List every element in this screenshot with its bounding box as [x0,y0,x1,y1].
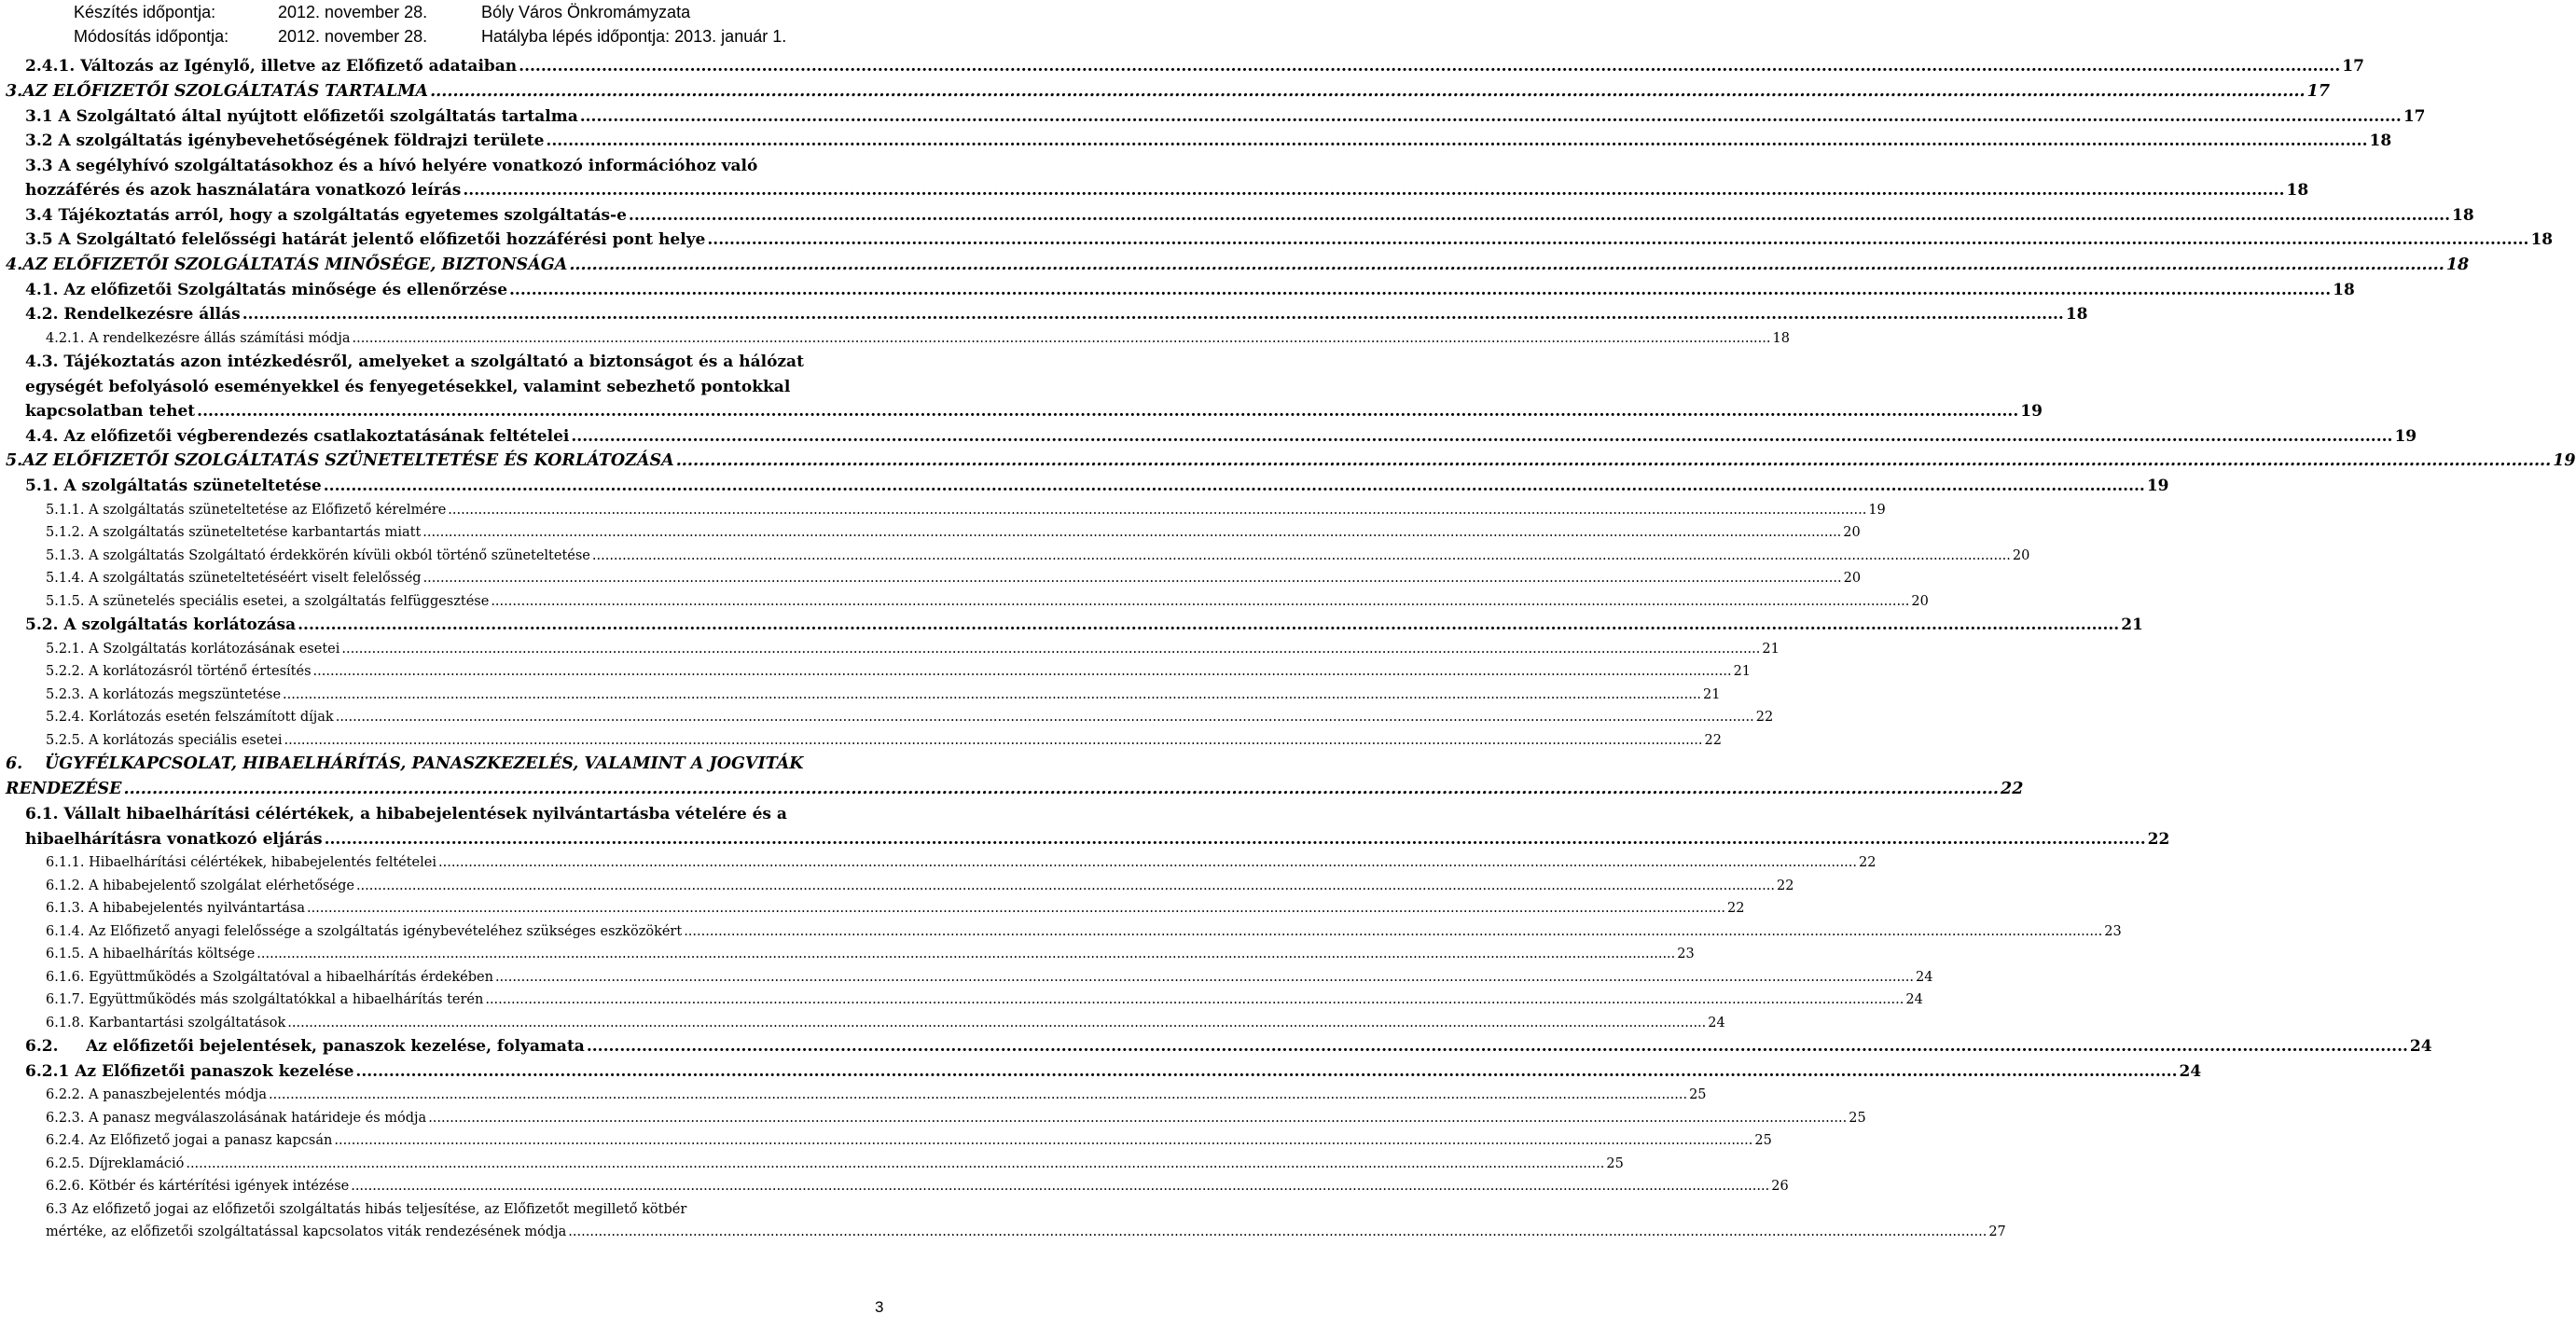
toc-entry-line [6,752,901,777]
toc-entry-row [46,1175,1789,1198]
toc-entry[interactable] [0,1129,1772,1153]
toc-entry-row [46,545,2030,568]
toc-entry[interactable] [0,302,2088,327]
toc-entry-title: ÜGYFÉLKAPCSOLAT, HIBAELHÁRÍTÁS, PANASZKEZELÉS, VALAMINT A JOGVITÁK [45,754,804,773]
toc-page-number: 24 [1708,1015,1725,1031]
toc-entry-title: AZ ELŐFIZETŐI SZOLGÁLTATÁS TARTALMA [22,81,429,101]
toc-entry-title: AZ ELŐFIZETŐI SZOLGÁLTATÁS SZÜNETELTETÉSE ÉS KORLÁTOZÁSA [22,451,674,470]
toc-dot-leader [676,449,2552,474]
toc-entry-number: 5. [6,451,23,470]
toc-dot-leader [284,729,1703,753]
toc-entry-title: 6.2.5. Díjreklamáció [46,1155,185,1171]
toc-entry-title: 3.2 A szolgáltatás igénybevehetőségének földrajzi területe [25,131,545,150]
toc-page-number: 22 [1704,732,1722,748]
toc-entry-title: 6.1.3. A hibabejelentés nyilvántartása [46,901,305,916]
toc-page-number: 25 [1689,1087,1707,1102]
toc-entry-line: 6.1. Vállalt hibaelhárítási célértékek, a hibabejelentések nyilvántartásba vételére és a [25,805,787,823]
toc-page-number: 25 [1849,1110,1866,1126]
toc-entry-row [6,449,2576,474]
toc-entry[interactable] [0,943,1695,966]
toc-entry[interactable] [0,613,2143,638]
toc-entry-row [25,613,2143,638]
table-of-contents [0,54,2576,1244]
toc-entry-title: 6.2.4. Az Előfizető jogai a panasz kapcsán [46,1133,333,1148]
toc-entry[interactable] [0,449,2576,474]
toc-dot-leader [569,253,2444,278]
toc-page-number: 20 [1843,525,1861,540]
toc-dot-leader [313,660,1732,684]
toc-entry[interactable] [0,1084,1707,1107]
toc-page-number: 20 [1843,571,1862,586]
toc-entry-title: hozzáférés és azok használatára vonatkozó leírás [25,181,462,200]
toc-page-number: 19 [1868,502,1886,518]
toc-dot-leader [448,499,1866,522]
toc-entry-title: 6.1.6. Együttműködés a Szolgáltatóval a hibaelhárítás érdekében [46,969,493,985]
toc-dot-leader [592,545,2011,568]
toc-entry-title: 5.2. A szolgáltatás korlátozása [25,616,297,634]
toc-entry-title: 5.1.1. A szolgáltatás szüneteltetése az Előfizető kérelmére [46,502,447,518]
toc-entry-title: mértéke, az előfizetői szolgáltatással kapcsolatos viták rendezésének módja [46,1224,567,1239]
toc-dot-leader [298,613,2119,638]
toc-dot-leader [242,302,2064,327]
toc-entry[interactable] [0,684,1721,707]
header-line-1 [0,0,895,24]
toc-entry-row [6,777,2024,802]
modified-date: 2012. november 28. [278,27,428,46]
toc-dot-leader [428,1107,1847,1130]
toc-entry[interactable] [0,474,2169,499]
toc-dot-leader [438,851,1857,875]
toc-entry-row [46,1084,1707,1107]
toc-dot-leader [707,228,2528,253]
toc-entry[interactable] [0,424,2417,450]
toc-entry[interactable] [0,154,2309,203]
toc-page-number: 18 [1772,330,1790,346]
toc-dot-leader [463,178,2284,203]
toc-entry-row [25,203,2474,228]
toc-page-number: 25 [1606,1155,1624,1171]
toc-entry-row [25,302,2088,327]
toc-entry[interactable] [0,104,2426,130]
toc-entry-title: hibaelhárításra vonatkozó eljárás [25,829,323,849]
toc-entry-row [25,424,2417,450]
toc-entry-row [6,79,2330,104]
toc-entry[interactable] [0,1012,1725,1035]
toc-entry-line: egységét befolyásoló eseményekkel és fenyegetésekkel, valamint sebezhető pontokkal [25,377,791,396]
toc-entry-title: 4.2.1. A rendelkezésre állás számítási módja [46,330,351,346]
toc-entry[interactable] [0,545,2030,568]
toc-entry-row [46,920,2122,944]
toc-page-number: 21 [1703,686,1721,702]
toc-entry-row [46,1012,1725,1035]
toc-dot-leader [336,706,1754,729]
toc-entry-row [25,228,2554,253]
toc-dot-leader [197,399,2018,424]
toc-dot-leader [423,567,1842,590]
toc-entry[interactable] [0,521,1861,545]
toc-entry-title: 5.1.4. A szolgáltatás szüneteltetéséért viselt felelősség [46,571,422,586]
toc-entry-title: 4.1. Az előfizetői Szolgáltatás minősége és ellenőrzése [25,280,508,299]
toc-dot-leader [568,1221,1987,1244]
toc-entry[interactable] [0,1107,1866,1130]
toc-entry-title: 6.2.6. Kötbér és kártérítési igények intézése [46,1179,350,1194]
toc-dot-leader [356,875,1775,898]
toc-page-number: 24 [1915,969,1933,985]
toc-entry[interactable] [0,1059,2202,1085]
toc-entry-title: 3.1 A Szolgáltató által nyújtott előfizetői szolgáltatás tartalma [25,106,578,126]
toc-dot-leader [123,777,1999,802]
toc-entry-title: 3.4 Tájékoztatás arról, hogy a szolgáltatás egyetemes szolgáltatás-e [25,205,627,225]
toc-entry-title: 6.2.2. A panaszbejelentés módja [46,1087,268,1102]
toc-dot-leader [509,278,2331,303]
toc-entry-title: 3.5 A Szolgáltató felelősségi határát jelentő előfizetői hozzáférési pont helye [25,230,706,249]
toc-entry-row [46,567,1862,590]
toc-entry-row [46,897,1745,920]
toc-page-number: 23 [1677,947,1695,961]
toc-entry[interactable] [0,1034,2432,1059]
organization-name: Bóly Város Önkromámyzata [481,3,691,21]
toc-dot-leader [283,684,1701,707]
toc-entry-title: RENDEZÉSE [6,780,122,798]
toc-page-number: 18 [2286,181,2309,200]
modified-label: Módosítás időpontja: [74,27,229,46]
toc-page-number: 22 [1755,710,1774,725]
toc-entry[interactable] [0,706,1774,729]
toc-page-number: 18 [2445,255,2470,274]
toc-page-number: 21 [1733,664,1752,679]
toc-page-number: 21 [1762,641,1780,657]
toc-entry-title: 5.2.2. A korlátozásról történő értesítés [46,664,312,679]
toc-entry[interactable] [0,590,1929,614]
toc-page-number: 25 [1754,1133,1772,1148]
toc-entry-row [25,474,2169,499]
toc-page-number: 18 [2530,230,2554,249]
toc-entry-title: 6.1.8. Karbantartási szolgáltatások [46,1015,286,1031]
toc-page-number: 23 [2104,923,2122,939]
toc-entry-line: 6.3 Az előfizető jogai az előfizetői szolgáltatás hibás teljesítése, az Előfizetőt megillető kötbér [46,1201,687,1217]
toc-entry-title: 5.2.4. Korlátozás esetén felszámított díjak [46,710,334,725]
toc-entry-row [46,1129,1772,1153]
toc-entry[interactable] [0,79,2330,104]
toc-entry[interactable] [0,253,2470,278]
toc-dot-leader [587,1034,2408,1059]
toc-entry-row [46,966,1933,989]
toc-page-number: 17 [2342,57,2364,76]
toc-entry-title: AZ ELŐFIZETŐI SZOLGÁLTATÁS MINŐSÉGE, BIZTONSÁGA [22,255,568,274]
toc-entry[interactable] [0,989,1923,1012]
toc-entry-title: 6.2.1 Az Előfizetői panaszok kezelése [25,1061,354,1081]
toc-dot-leader [351,1175,1769,1198]
toc-entry-title: 6.2.3. A panasz megválaszolásának határideje és módja [46,1110,427,1126]
toc-entry-row [46,327,1790,351]
toc-entry-row [46,706,1774,729]
toc-entry[interactable] [0,129,2392,154]
toc-dot-leader [571,424,2392,450]
toc-entry-title: 5.1.2. A szolgáltatás szüneteltetése karbantartás miatt [46,525,422,540]
toc-entry-row [6,253,2470,278]
toc-entry-row [46,1221,2006,1244]
toc-dot-leader [325,827,2146,852]
toc-entry[interactable] [0,54,2364,79]
toc-entry-row [46,875,1794,898]
toc-entry[interactable] [0,350,2043,424]
toc-entry-title: 5.1. A szolgáltatás szüneteltetése [25,477,322,495]
toc-dot-leader [485,989,1904,1012]
toc-entry-title: 6.1.2. A hibabejelentő szolgálat elérhetősége [46,878,354,893]
toc-entry-title: 4.4. Az előfizetői végberendezés csatlakoztatásának feltételei [25,426,570,446]
toc-entry-row [46,660,1752,684]
toc-page-number: 21 [2121,616,2143,634]
created-date: 2012. november 28. [278,3,428,21]
toc-entry[interactable] [0,752,2024,802]
toc-entry-title: 6.1.4. Az Előfizető anyagi felelőssége a szolgáltatás igénybevételéhez szükséges eszközökért [46,923,683,939]
toc-entry-row [25,399,2043,424]
toc-page-number: 19 [2146,477,2169,495]
toc-entry[interactable] [0,638,1780,661]
toc-entry[interactable] [0,1198,2006,1244]
toc-dot-leader [430,79,2306,104]
toc-entry[interactable] [0,327,1790,351]
toc-dot-leader [546,129,2367,154]
toc-entry[interactable] [0,1175,1789,1198]
toc-dot-leader [341,638,1760,661]
toc-entry[interactable] [0,567,1862,590]
toc-dot-leader [324,474,2145,499]
toc-entry-row [46,1153,1624,1176]
toc-entry-line: 3.3 A segélyhívó szolgáltatásokhoz és a hívó helyére vonatkozó információhoz való [25,156,758,175]
toc-page-number: 22 [2001,780,2024,798]
toc-dot-leader [495,966,1914,989]
toc-entry[interactable] [0,499,1886,522]
toc-entry-title: 5.1.5. A szünetelés speciális esetei, a szolgáltatás felfüggesztése [46,593,490,609]
effective-date: Hatályba lépés időpontja: 2013. január 1. [481,27,787,46]
toc-entry-title: 5.2.5. A korlátozás speciális esetei [46,732,283,748]
toc-page-number: 17 [2306,81,2330,101]
toc-entry-title: kapcsolatban tehet [25,402,196,421]
toc-entry-title: 6.1.7. Együttműködés más szolgáltatókkal a hibaelhárítás terén [46,992,484,1007]
toc-entry[interactable] [0,851,1877,875]
toc-entry-row [25,178,2309,203]
toc-page-number: 22 [1727,901,1745,916]
toc-entry[interactable] [0,920,2122,944]
toc-entry[interactable] [0,228,2554,253]
toc-entry[interactable] [0,203,2474,228]
toc-dot-leader [355,1059,2177,1085]
toc-entry[interactable] [0,1153,1624,1176]
toc-entry-title: 2.4.1. Változás az Igénylő, illetve az Előfizető adataiban [25,57,518,76]
toc-entry-row [46,499,1886,522]
toc-page-number: 17 [2403,106,2426,126]
toc-entry-row [46,943,1695,966]
toc-entry-title: 4.2. Rendelkezésre állás [25,305,241,324]
toc-page-number: 24 [2179,1061,2202,1081]
toc-entry[interactable] [0,966,1933,989]
toc-entry-line: 4.3. Tájékoztatás azon intézkedésről, amelyeket a szolgáltató a biztonságot és a hálózat [25,353,804,371]
toc-entry-row [25,827,2170,852]
toc-page-number: 18 [2065,305,2088,324]
page-header [0,0,895,48]
page-number: 3 [875,1298,884,1316]
toc-dot-leader [334,1129,1752,1153]
toc-page-number: 22 [1776,878,1794,893]
toc-dot-leader [629,203,2450,228]
toc-page-number: 27 [1988,1224,2006,1239]
toc-entry-row [46,590,1929,614]
toc-entry-row [46,521,1861,545]
toc-entry-row [25,1059,2202,1085]
toc-entry-title: 6.1.5. A hibaelhárítás költsége [46,947,256,961]
toc-dot-leader [256,943,1675,966]
toc-entry-title: 6.2. Az előfizetői bejelentések, panaszok kezelése, folyamata [25,1037,585,1056]
toc-entry[interactable] [0,897,1745,920]
toc-entry-row [46,989,1923,1012]
toc-dot-leader [352,327,1770,351]
toc-dot-leader [519,54,2340,79]
header-line-2 [0,24,895,48]
toc-page-number: 19 [2394,426,2417,446]
toc-page-number: 20 [1911,593,1929,609]
toc-page-number: 18 [2452,205,2474,225]
toc-dot-leader [422,521,1841,545]
toc-entry-row [46,729,1722,753]
toc-page-number: 24 [1905,992,1923,1007]
toc-entry-number: 4. [6,255,23,274]
toc-page-number: 19 [2020,402,2043,421]
toc-page-number: 24 [2409,1037,2432,1056]
toc-page-number: 26 [1771,1179,1789,1194]
toc-entry-title: 5.2.1. A Szolgáltatás korlátozásának esetei [46,641,340,657]
toc-entry-row [25,1034,2432,1059]
toc-dot-leader [684,920,2102,944]
toc-entry-row [25,278,2355,303]
toc-entry-number: 6. [6,754,23,773]
toc-entry-row [46,684,1721,707]
toc-page-number: 18 [2333,280,2355,299]
toc-page-number: 20 [2012,547,2030,563]
toc-entry-row [25,129,2392,154]
toc-entry-title: 5.2.3. A korlátozás megszüntetése [46,686,282,702]
toc-entry[interactable] [0,802,2170,851]
toc-entry[interactable] [0,875,1794,898]
toc-page-number: 22 [1859,855,1877,870]
toc-dot-leader [580,104,2402,130]
toc-page-number: 22 [2147,829,2170,849]
toc-dot-leader [186,1153,1604,1176]
toc-entry-row [25,104,2426,130]
toc-entry-row [25,54,2364,79]
toc-entry-row [46,1107,1866,1130]
toc-dot-leader [287,1012,1706,1035]
toc-entry[interactable] [0,278,2355,303]
toc-entry[interactable] [0,660,1752,684]
toc-page-number: 19 [2553,451,2576,470]
toc-page-number: 18 [2369,131,2392,150]
toc-entry-row [46,851,1877,875]
toc-entry-number: 3. [6,81,23,101]
toc-dot-leader [491,590,1909,614]
created-label: Készítés időpontja: [74,3,216,21]
toc-dot-leader [269,1084,1687,1107]
toc-entry-title: 5.1.3. A szolgáltatás Szolgáltató érdekkörén kívüli okból történő szüneteltetése [46,547,590,563]
toc-entry-row [46,638,1780,661]
toc-dot-leader [307,897,1725,920]
toc-entry-title: 6.1.1. Hibaelhárítási célértékek, hibabejelentés feltételei [46,855,436,870]
toc-entry[interactable] [0,729,1722,753]
